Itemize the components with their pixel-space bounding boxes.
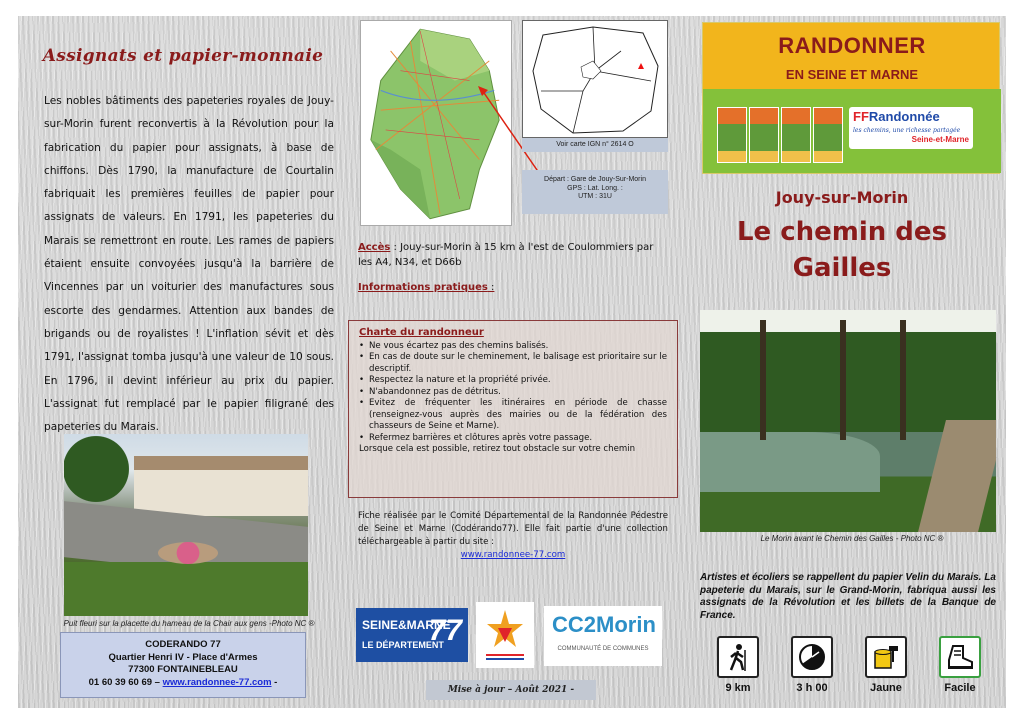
- ffr-dept: Seine-et-Marne: [911, 135, 969, 144]
- contact-phone-line: [61, 677, 305, 690]
- charte-item: • N'abandonnez pas de détritus.: [359, 387, 667, 399]
- clock-icon: [791, 636, 833, 678]
- logo-cc-name: CC2Morin: [552, 612, 656, 637]
- logo-cc-sub: COMMUNAUTÉ DE COMMUNES: [557, 646, 649, 652]
- ffr-name-randonnee: Randonnée: [868, 109, 940, 124]
- village-photo-caption: Puit fleuri sur la placette du hameau de la Chair aux gens -Photo NC ®: [63, 619, 315, 628]
- paint-bucket-icon: [865, 636, 907, 678]
- ffrandonnee-77-logo: [476, 602, 534, 668]
- ffr-name: [853, 109, 940, 124]
- update-date: Mise à jour – Août 2021 -: [426, 680, 596, 700]
- panel-left: [18, 16, 348, 708]
- fiche-paragraph: [358, 510, 668, 562]
- brochure-page: [18, 16, 1006, 708]
- fiche-text: Fiche réalisée par le Comité Départemental de la Randonnée Pédestre de Seine et Marne (Codérando77). Elle fait partie d'une collection téléchargeable à partir du site :: [358, 511, 668, 547]
- duration-info: [774, 636, 850, 694]
- guide-book-image: [781, 107, 811, 163]
- banner-subtitle: EN SEINE ET MARNE: [785, 67, 919, 82]
- charte-item: • En cas de doute sur le cheminement, le balisage est prioritaire sur le descriptif.: [359, 352, 667, 375]
- difficulty-info: [922, 636, 998, 694]
- river-photo-caption: Le Morin avant le Chemin des Gailles - Photo NC ®: [760, 534, 944, 543]
- walk-title: [678, 214, 1006, 286]
- ile-de-france-map: [522, 20, 668, 138]
- charte-last: Lorsque cela est possible, retirez tout obstacle sur votre chemin: [359, 444, 636, 454]
- location-subtitle: Jouy-sur-Morin: [775, 188, 909, 207]
- walk-title-line1: Le chemin des: [736, 217, 948, 247]
- contact-phone: 01 60 39 60 69 –: [88, 676, 160, 688]
- charte-item: • Evitez de fréquenter les itinéraires en période de chasse (renseignez-vous auprès des mairies ou de la fédération des chasseurs de Seine et Marne).: [359, 398, 667, 433]
- logo-sm-sub: LE DÉPARTEMENT: [362, 640, 444, 650]
- contact-box: [60, 632, 306, 698]
- acces-label: Accès: [358, 242, 391, 253]
- fiche-link[interactable]: www.randonnee-77.com: [460, 550, 566, 560]
- ign-map-ref: Voir carte IGN n° 2614 O: [522, 138, 668, 152]
- ffr-name-ff: FF: [853, 109, 869, 124]
- distance-info: [700, 636, 776, 694]
- guide-book-image: [717, 107, 747, 163]
- distance-label: 9 km: [725, 682, 751, 694]
- depart-box: [522, 170, 668, 214]
- depart-line3: UTM : 31U: [578, 193, 612, 200]
- duration-label: 3 h 00: [796, 682, 828, 694]
- depart-line1: Départ : Gare de Jouy-Sur-Morin: [544, 176, 646, 183]
- hiker-icon: [717, 636, 759, 678]
- artistes-paragraph: Artistes et écoliers se rappellent du papier Velin du Marais. La papeterie du Marais, sur le Grand-Morin, fabriqua aussi les assignats de la Révolution et les billets de la Banque de France.: [700, 572, 996, 621]
- panel-right: [678, 16, 1006, 708]
- morin-river-photo: [700, 310, 996, 532]
- info-label: Informations pratiques: [358, 282, 488, 293]
- acces-text: : Jouy-sur-Morin à 15 km à l'est de Coulommiers par les A4, N34, et D66b: [358, 242, 654, 268]
- waymark-info: [848, 636, 924, 694]
- walk-info-icons: [700, 636, 998, 700]
- contact-name: CODERANDO 77: [145, 639, 221, 650]
- contact-dash: -: [274, 676, 278, 688]
- info-colon: :: [487, 282, 495, 293]
- charte-item: • Ne vous écartez pas des chemins balisés.: [359, 341, 667, 353]
- contact-site-link[interactable]: www.randonnee-77.com: [162, 676, 272, 688]
- seine-et-marne-logo: [356, 608, 468, 662]
- cc2morin-logo: [544, 606, 662, 666]
- logo-sm-number: 77: [428, 614, 462, 647]
- acces-paragraph: [358, 240, 668, 270]
- banner-title: RANDONNER: [778, 33, 926, 58]
- depart-line2: GPS : Lat. Long. :: [567, 184, 623, 192]
- logo-sm-name: SEINE&MARNE: [362, 618, 451, 632]
- ffrandonnee-logo: [849, 107, 973, 149]
- village-photo: [64, 434, 308, 616]
- charte-item: • Respectez la nature et la propriété privée.: [359, 375, 667, 387]
- panel-middle: [348, 16, 678, 708]
- assignats-title: Assignats et papier-monnaie: [42, 46, 324, 66]
- charte-item: • Refermez barrières et clôtures après votre passage.: [359, 433, 667, 445]
- difficulty-label: Facile: [944, 682, 976, 694]
- guide-book-image: [813, 107, 843, 163]
- guide-book-image: [749, 107, 779, 163]
- ffr-slogan: les chemins, une richesse partagée: [853, 127, 961, 134]
- contact-address2: 77300 FONTAINEBLEAU: [128, 664, 238, 675]
- charte-title: Charte du randonneur: [359, 327, 484, 338]
- boot-icon: [939, 636, 981, 678]
- assignats-text: Les nobles bâtiments des papeteries royales de Jouy-sur-Morin furent reconvertis à la Révolution pour la fabrication du papier pour assignats, à base de chiffons. Dès 1790, la manufacture de Courtalin fabriquait les premières feuilles de papier pour assignats de valeurs. En 1791, les papeteries du Marais se remettront en route. Les rames de papiers étaient ensuite convoyées jusqu'à la barrière de Vincennes par un voiturier des manufactures sous escorte des gendarmes. Attention aux bandes de brigands ou de royalistes ! L'inflation sévit et dès 1791, l'assignat tomba jusqu'à une valeur de 10 sous. En 1796, il devint inférieur au prix du papier. L'assignat fut remplacé par le papier filigrané des papeteries du Marais.: [44, 95, 334, 434]
- walk-title-line2: Gailles: [792, 253, 892, 283]
- contact-address1: Quartier Henri IV - Place d'Armes: [108, 651, 258, 663]
- charte-list: [359, 341, 667, 445]
- waymark-label: Jaune: [870, 682, 902, 694]
- info-pratiques-heading: [358, 282, 494, 293]
- charte-box: [348, 320, 678, 498]
- randonner-banner: [702, 22, 1000, 174]
